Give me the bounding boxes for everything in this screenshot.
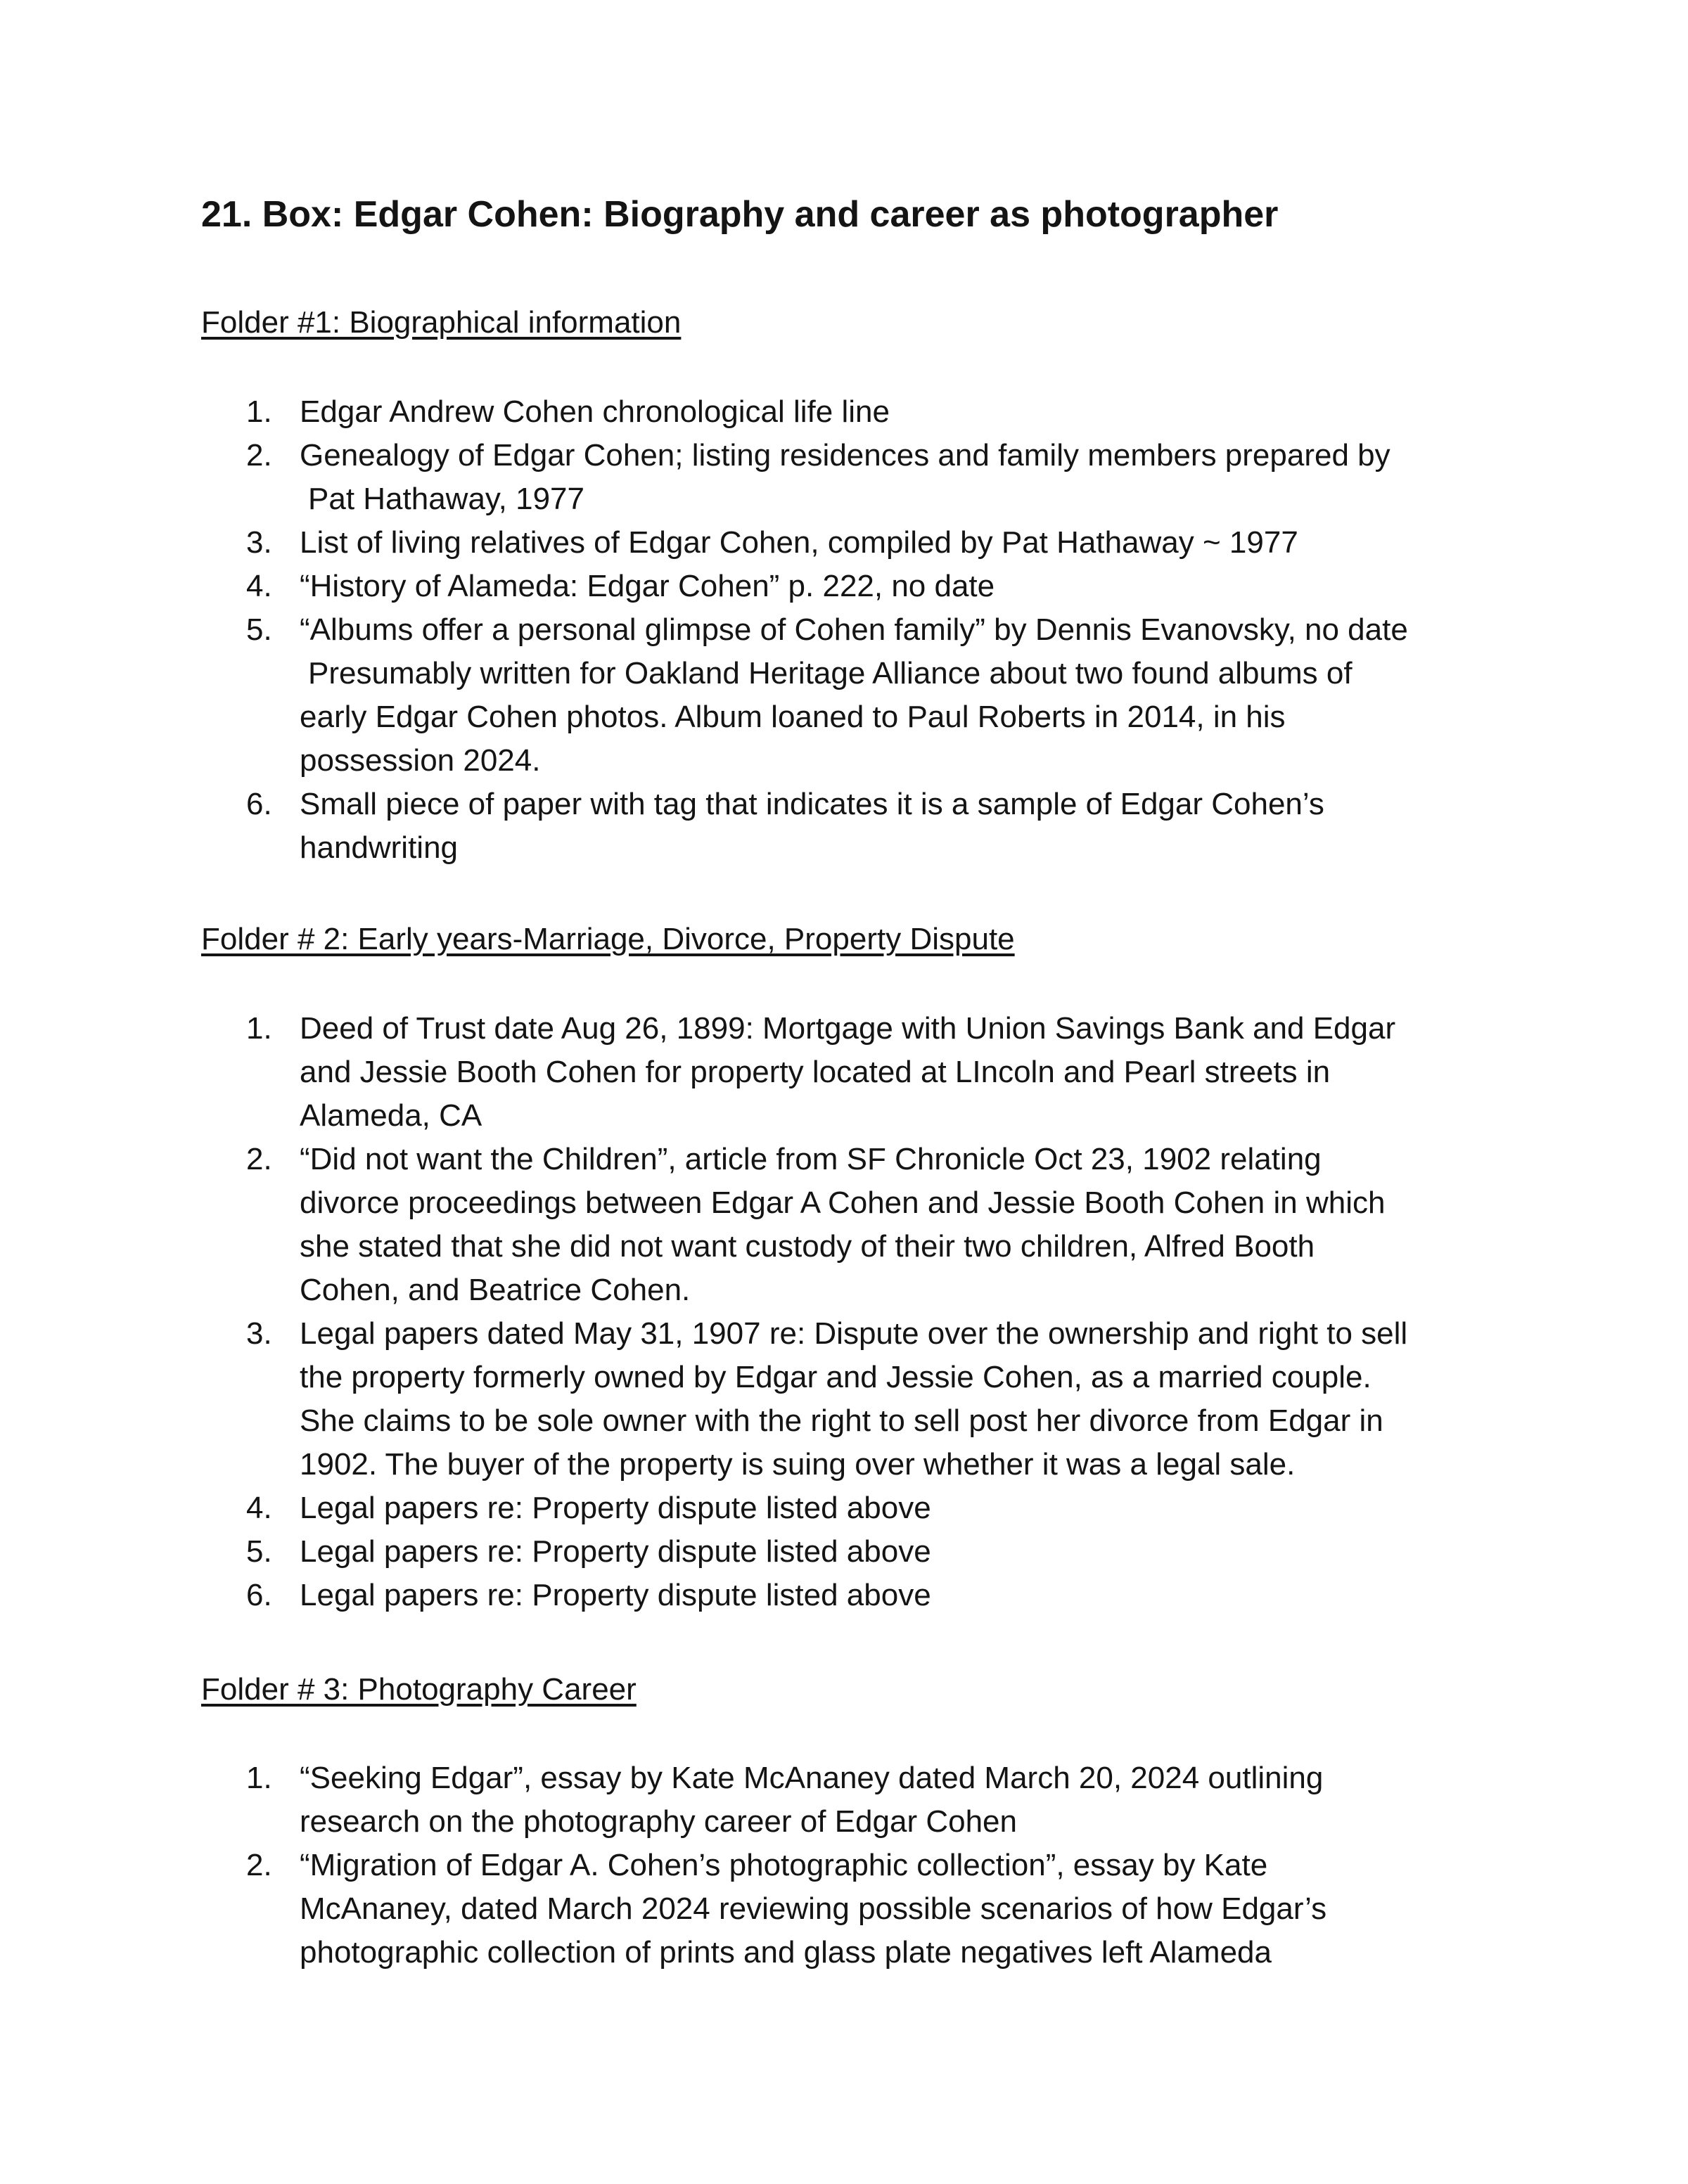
item-text: Deed of Trust date Aug 26, 1899: Mortgage with Union Savings Bank and Edgar [300, 1011, 1396, 1046]
list-item [0, 1007, 1396, 1138]
list-item [0, 783, 1324, 870]
list-item [0, 1756, 1324, 1844]
item-text: handwriting [300, 830, 459, 865]
item-number: 1. [246, 1761, 272, 1795]
list-item [0, 1486, 1108, 1530]
item-text: Legal papers re: Property dispute listed above [300, 1491, 931, 1525]
item-text: “History of Alameda: Edgar Cohen” p. 222, no date [300, 569, 995, 603]
item-text: Alameda, CA [300, 1098, 482, 1133]
list-item [0, 390, 1108, 434]
item-text: photographic collection of prints and glass plate negatives left Alameda [300, 1935, 1272, 1970]
item-text: Pat Hathaway, 1977 [308, 482, 584, 516]
folder-3-list [0, 1756, 1327, 1974]
list-item [0, 1530, 1108, 1574]
item-text: divorce proceedings between Edgar A Cohen and Jessie Booth Cohen in which [300, 1186, 1386, 1220]
item-text: Legal papers dated May 31, 1907 re: Dispute over the ownership and right to sell [300, 1316, 1408, 1351]
item-text: “Seeking Edgar”, essay by Kate McAnaney dated March 20, 2024 outlining [300, 1761, 1324, 1795]
list-item [0, 608, 1408, 783]
item-number: 2. [246, 438, 272, 473]
item-text: Presumably written for Oakland Heritage Alliance about two found albums of [308, 656, 1353, 690]
item-text: possession 2024. [300, 743, 541, 778]
item-number: 5. [246, 612, 272, 647]
folder-3-heading: Folder # 3: Photography Career [201, 1672, 637, 1707]
item-text: “Did not want the Children”, article from SF Chronicle Oct 23, 1902 relating [300, 1142, 1322, 1176]
list-item [0, 565, 1108, 608]
item-text: She claims to be sole owner with the right to sell post her divorce from Edgar in [300, 1403, 1383, 1438]
item-text: McAnaney, dated March 2024 reviewing possible scenarios of how Edgar’s [300, 1891, 1327, 1926]
item-text: Edgar Andrew Cohen chronological life line [300, 394, 890, 429]
item-text: the property formerly owned by Edgar and Jessie Cohen, as a married couple. [300, 1360, 1372, 1394]
list-item [0, 1574, 1108, 1617]
folder-1-list [0, 390, 1408, 870]
item-text: Genealogy of Edgar Cohen; listing residences and family members prepared by [300, 438, 1390, 473]
folder-2-list [0, 1007, 1408, 1617]
item-text: “Albums offer a personal glimpse of Cohen family” by Dennis Evanovsky, no date [300, 612, 1408, 647]
item-text: 1902. The buyer of the property is suing over whether it was a legal sale. [300, 1447, 1296, 1482]
item-text: Cohen, and Beatrice Cohen. [300, 1273, 691, 1307]
item-text: Legal papers re: Property dispute listed above [300, 1578, 931, 1612]
item-number: 1. [246, 394, 272, 429]
page-title: 21. Box: Edgar Cohen: Biography and career as photographer [201, 194, 1279, 235]
item-number: 3. [246, 525, 272, 560]
list-item [0, 1312, 1408, 1486]
item-number: 5. [246, 1534, 272, 1569]
item-text: she stated that she did not want custody of their two children, Alfred Booth [300, 1229, 1315, 1264]
item-text: research on the photography career of Edgar Cohen [300, 1804, 1017, 1839]
item-text: “Migration of Edgar A. Cohen’s photographic collection”, essay by Kate [300, 1848, 1268, 1882]
item-number: 1. [246, 1011, 272, 1046]
item-number: 6. [246, 787, 272, 821]
list-item [0, 434, 1390, 521]
list-item [0, 1138, 1386, 1312]
item-number: 4. [246, 1491, 272, 1525]
item-text: Small piece of paper with tag that indicates it is a sample of Edgar Cohen’s [300, 787, 1324, 821]
item-number: 2. [246, 1142, 272, 1176]
folder-1-heading: Folder #1: Biographical information [201, 305, 682, 340]
item-text: early Edgar Cohen photos. Album loaned to Paul Roberts in 2014, in his [300, 700, 1286, 734]
item-number: 3. [246, 1316, 272, 1351]
list-item [0, 521, 1298, 565]
item-number: 6. [246, 1578, 272, 1612]
item-text: List of living relatives of Edgar Cohen, compiled by Pat Hathaway ~ 1977 [300, 525, 1298, 560]
item-text: and Jessie Booth Cohen for property located at LIncoln and Pearl streets in [300, 1055, 1331, 1089]
item-text: Legal papers re: Property dispute listed above [300, 1534, 931, 1569]
item-number: 2. [246, 1848, 272, 1882]
item-number: 4. [246, 569, 272, 603]
list-item [0, 1844, 1327, 1974]
folder-2-heading: Folder # 2: Early years-Marriage, Divorce, Property Dispute [201, 922, 1015, 956]
